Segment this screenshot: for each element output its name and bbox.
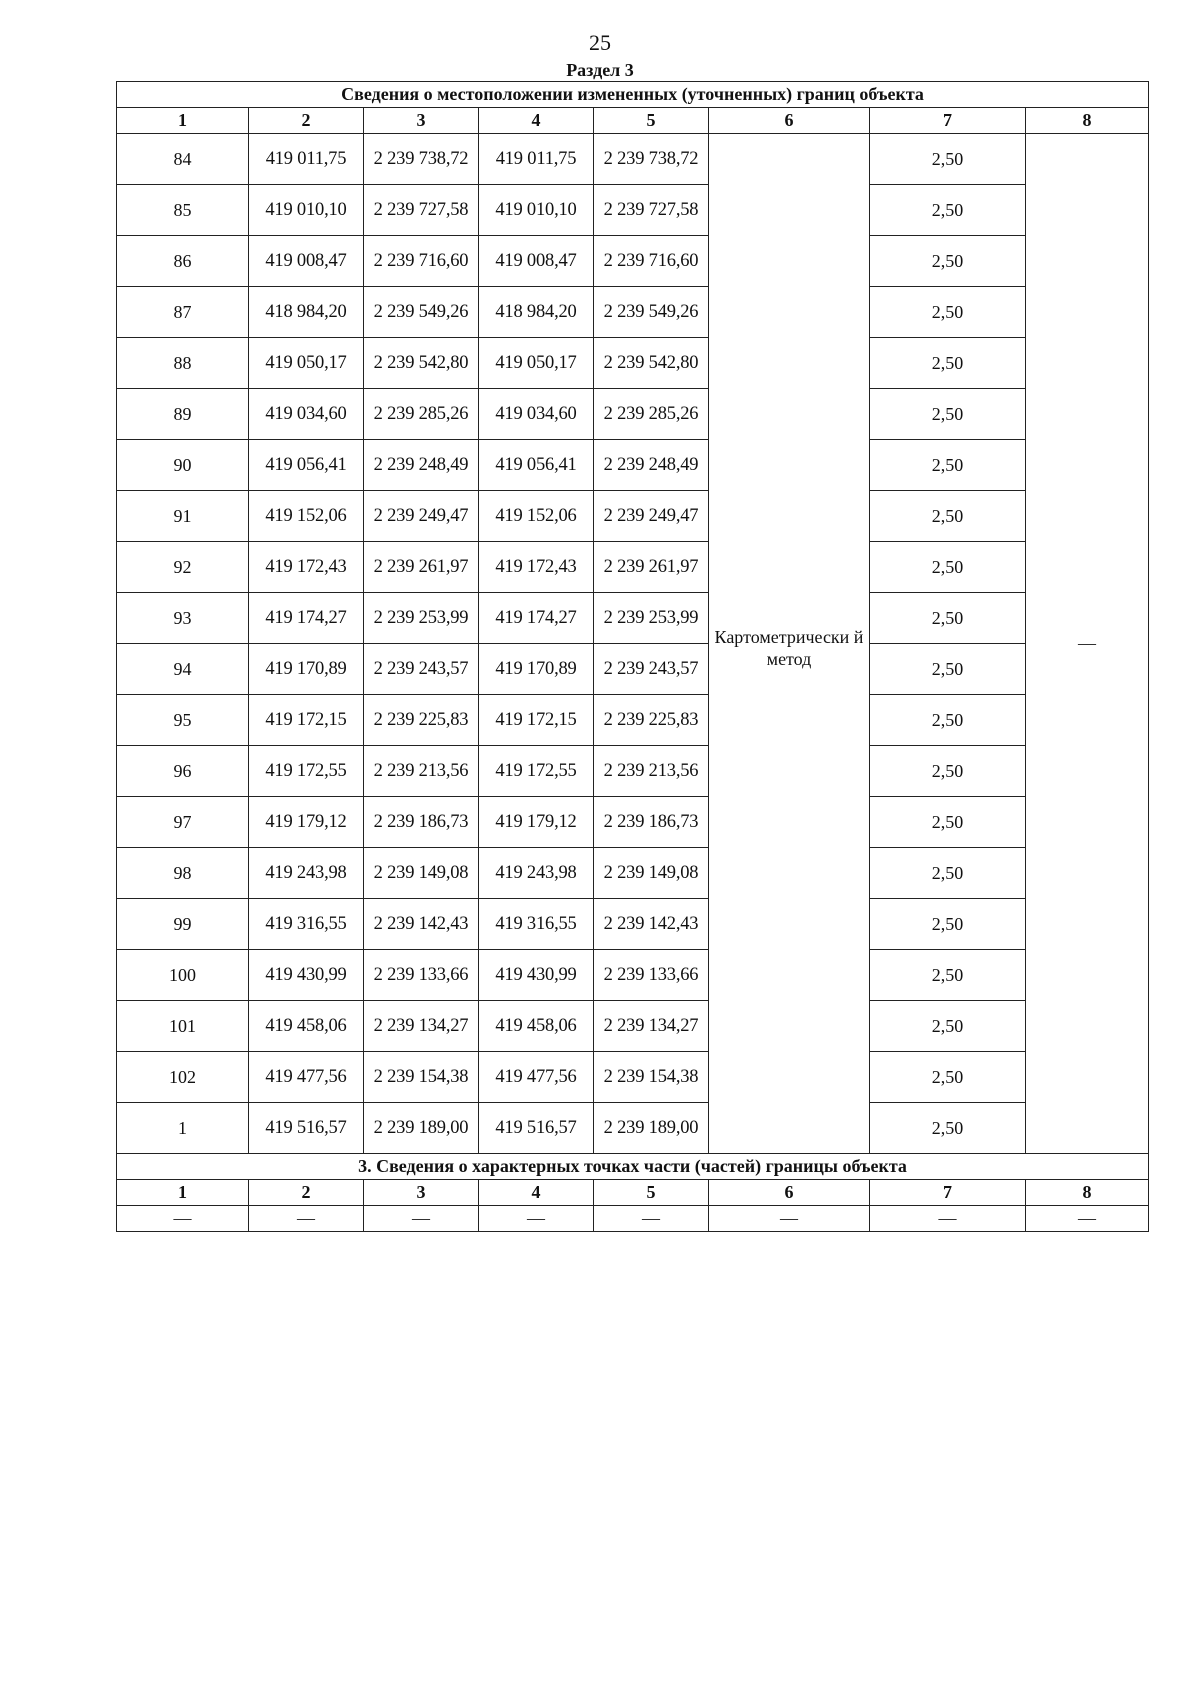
table-cell: 84 bbox=[117, 134, 249, 185]
table-cell: 2 239 142,43 bbox=[594, 899, 709, 950]
table-cell: 419 172,15 bbox=[249, 695, 364, 746]
table-cell: 419 243,98 bbox=[479, 848, 594, 899]
subsection-cell: — bbox=[870, 1206, 1026, 1232]
table-row bbox=[117, 134, 1149, 185]
table-cell: 2 239 189,00 bbox=[364, 1103, 479, 1154]
table-cell: 419 179,12 bbox=[479, 797, 594, 848]
table-cell: 419 174,27 bbox=[479, 593, 594, 644]
table-cell: 2 239 716,60 bbox=[364, 236, 479, 287]
table-cell: 95 bbox=[117, 695, 249, 746]
table-cell: 419 034,60 bbox=[249, 389, 364, 440]
table-cell: 419 477,56 bbox=[479, 1052, 594, 1103]
table-cell: 86 bbox=[117, 236, 249, 287]
table-cell: 2 239 213,56 bbox=[364, 746, 479, 797]
subsection-cell: — bbox=[249, 1206, 364, 1232]
table-cell: 419 050,17 bbox=[249, 338, 364, 389]
column-header-row bbox=[117, 108, 1149, 134]
table-cell: 2 239 213,56 bbox=[594, 746, 709, 797]
table-cell: 419 170,89 bbox=[249, 644, 364, 695]
subsection-header: 2 bbox=[249, 1180, 364, 1206]
table-cell: 2 239 253,99 bbox=[364, 593, 479, 644]
table-cell: 2 239 134,27 bbox=[594, 1001, 709, 1052]
table-cell: 2 239 249,47 bbox=[594, 491, 709, 542]
table-cell: 2 239 189,00 bbox=[594, 1103, 709, 1154]
table-row bbox=[117, 644, 1149, 695]
subsection-header: 8 bbox=[1026, 1180, 1149, 1206]
table-cell: 1 bbox=[117, 1103, 249, 1154]
table-row bbox=[117, 1001, 1149, 1052]
table-cell: 100 bbox=[117, 950, 249, 1001]
table-cell: 419 172,43 bbox=[249, 542, 364, 593]
subsection-header: 3 bbox=[364, 1180, 479, 1206]
column-header: 1 bbox=[117, 108, 249, 134]
table-cell: 2 239 154,38 bbox=[364, 1052, 479, 1103]
table-title: Сведения о местоположении измененных (уточненных) границ объекта bbox=[117, 82, 1149, 108]
table-row bbox=[117, 440, 1149, 491]
table-cell: 2 239 243,57 bbox=[594, 644, 709, 695]
table-cell: 96 bbox=[117, 746, 249, 797]
subsection-header-row bbox=[117, 1180, 1149, 1206]
table-cell: 419 056,41 bbox=[479, 440, 594, 491]
table-cell: 2 239 154,38 bbox=[594, 1052, 709, 1103]
table-cell: 419 152,06 bbox=[479, 491, 594, 542]
precision-cell: 2,50 bbox=[870, 644, 1026, 695]
table-cell: 418 984,20 bbox=[479, 287, 594, 338]
table-cell: 419 010,10 bbox=[479, 185, 594, 236]
precision-cell: 2,50 bbox=[870, 797, 1026, 848]
column-header: 6 bbox=[709, 108, 870, 134]
table-row bbox=[117, 185, 1149, 236]
table-cell: 88 bbox=[117, 338, 249, 389]
table-cell: 2 239 225,83 bbox=[594, 695, 709, 746]
subsection-cell: — bbox=[1026, 1206, 1149, 1232]
table-row bbox=[117, 542, 1149, 593]
table-cell: 419 152,06 bbox=[249, 491, 364, 542]
subsection-title-row bbox=[117, 1154, 1149, 1180]
precision-cell: 2,50 bbox=[870, 899, 1026, 950]
table-row bbox=[117, 695, 1149, 746]
table-row bbox=[117, 1103, 1149, 1154]
table-cell: 2 239 261,97 bbox=[364, 542, 479, 593]
table-cell: 419 179,12 bbox=[249, 797, 364, 848]
section-title: Раздел 3 bbox=[566, 60, 634, 80]
table-cell: 90 bbox=[117, 440, 249, 491]
subsection-cell: — bbox=[594, 1206, 709, 1232]
table-cell: 419 050,17 bbox=[479, 338, 594, 389]
table-cell: 2 239 133,66 bbox=[594, 950, 709, 1001]
table-cell: 419 172,43 bbox=[479, 542, 594, 593]
table-cell: 419 034,60 bbox=[479, 389, 594, 440]
table-cell: 419 243,98 bbox=[249, 848, 364, 899]
precision-cell: 2,50 bbox=[870, 695, 1026, 746]
table-cell: 419 011,75 bbox=[479, 134, 594, 185]
table-cell: 2 239 738,72 bbox=[364, 134, 479, 185]
column-header: 2 bbox=[249, 108, 364, 134]
subsection-header: 1 bbox=[117, 1180, 249, 1206]
subsection-title: 3. Сведения о характерных точках части (частей) границы объекта bbox=[117, 1154, 1149, 1180]
table-row bbox=[117, 848, 1149, 899]
table-cell: 2 239 727,58 bbox=[594, 185, 709, 236]
table-cell: 419 430,99 bbox=[479, 950, 594, 1001]
subsection-row bbox=[117, 1206, 1149, 1232]
table-cell: 419 008,47 bbox=[249, 236, 364, 287]
table-cell: 419 172,55 bbox=[479, 746, 594, 797]
table-cell: 89 bbox=[117, 389, 249, 440]
table-row bbox=[117, 236, 1149, 287]
subsection-cell: — bbox=[479, 1206, 594, 1232]
precision-cell: 2,50 bbox=[870, 593, 1026, 644]
subsection-cell: — bbox=[709, 1206, 870, 1232]
table-cell: 2 239 186,73 bbox=[594, 797, 709, 848]
subsection-header: 7 bbox=[870, 1180, 1026, 1206]
table-row bbox=[117, 491, 1149, 542]
precision-cell: 2,50 bbox=[870, 542, 1026, 593]
table-cell: 418 984,20 bbox=[249, 287, 364, 338]
subsection-cell: — bbox=[117, 1206, 249, 1232]
table-cell: 2 239 249,47 bbox=[364, 491, 479, 542]
column-header: 7 bbox=[870, 108, 1026, 134]
precision-cell: 2,50 bbox=[870, 440, 1026, 491]
table-cell: 2 239 549,26 bbox=[594, 287, 709, 338]
column-header: 3 bbox=[364, 108, 479, 134]
table-cell: 2 239 225,83 bbox=[364, 695, 479, 746]
column-header: 5 bbox=[594, 108, 709, 134]
precision-cell: 2,50 bbox=[870, 338, 1026, 389]
precision-cell: 2,50 bbox=[870, 746, 1026, 797]
precision-cell: 2,50 bbox=[870, 1052, 1026, 1103]
column-header: 8 bbox=[1026, 108, 1149, 134]
column-header: 4 bbox=[479, 108, 594, 134]
precision-cell: 2,50 bbox=[870, 1001, 1026, 1052]
method-cell: Картометрически й метод bbox=[709, 134, 870, 1154]
precision-cell: 2,50 bbox=[870, 491, 1026, 542]
table-row bbox=[117, 899, 1149, 950]
table-cell: 419 056,41 bbox=[249, 440, 364, 491]
table-cell: 2 239 261,97 bbox=[594, 542, 709, 593]
table-row bbox=[117, 950, 1149, 1001]
table-cell: 2 239 542,80 bbox=[364, 338, 479, 389]
table-row bbox=[117, 389, 1149, 440]
table-cell: 2 239 716,60 bbox=[594, 236, 709, 287]
table-cell: 2 239 285,26 bbox=[364, 389, 479, 440]
table-cell: 2 239 248,49 bbox=[594, 440, 709, 491]
table-cell: 419 008,47 bbox=[479, 236, 594, 287]
table-body bbox=[117, 82, 1149, 1232]
table-cell: 2 239 142,43 bbox=[364, 899, 479, 950]
subsection-header: 5 bbox=[594, 1180, 709, 1206]
table-cell: 419 516,57 bbox=[249, 1103, 364, 1154]
table-cell: 419 011,75 bbox=[249, 134, 364, 185]
table-cell: 419 172,15 bbox=[479, 695, 594, 746]
table-cell: 2 239 542,80 bbox=[594, 338, 709, 389]
table-cell: 419 516,57 bbox=[479, 1103, 594, 1154]
table-cell: 98 bbox=[117, 848, 249, 899]
table-cell: 419 458,06 bbox=[479, 1001, 594, 1052]
table-cell: 85 bbox=[117, 185, 249, 236]
table-cell: 419 174,27 bbox=[249, 593, 364, 644]
table-cell: 2 239 738,72 bbox=[594, 134, 709, 185]
table-row bbox=[117, 338, 1149, 389]
precision-cell: 2,50 bbox=[870, 1103, 1026, 1154]
table-cell: 2 239 149,08 bbox=[594, 848, 709, 899]
table-cell: 2 239 133,66 bbox=[364, 950, 479, 1001]
table-cell: 99 bbox=[117, 899, 249, 950]
boundary-table bbox=[116, 81, 1149, 1232]
table-row bbox=[117, 1052, 1149, 1103]
table-row bbox=[117, 797, 1149, 848]
table-cell: 93 bbox=[117, 593, 249, 644]
precision-cell: 2,50 bbox=[870, 848, 1026, 899]
table-cell: 102 bbox=[117, 1052, 249, 1103]
table-cell: 2 239 149,08 bbox=[364, 848, 479, 899]
precision-cell: 2,50 bbox=[870, 389, 1026, 440]
table-cell: 2 239 243,57 bbox=[364, 644, 479, 695]
table-cell: 419 316,55 bbox=[479, 899, 594, 950]
table-cell: 419 430,99 bbox=[249, 950, 364, 1001]
subsection-header: 6 bbox=[709, 1180, 870, 1206]
table-cell: 419 477,56 bbox=[249, 1052, 364, 1103]
column8-cell: — bbox=[1026, 134, 1149, 1154]
subsection-cell: — bbox=[364, 1206, 479, 1232]
precision-cell: 2,50 bbox=[870, 236, 1026, 287]
table-cell: 419 458,06 bbox=[249, 1001, 364, 1052]
table-cell: 2 239 549,26 bbox=[364, 287, 479, 338]
table-cell: 2 239 186,73 bbox=[364, 797, 479, 848]
table-cell: 101 bbox=[117, 1001, 249, 1052]
table-cell: 92 bbox=[117, 542, 249, 593]
table-cell: 2 239 253,99 bbox=[594, 593, 709, 644]
table-cell: 2 239 134,27 bbox=[364, 1001, 479, 1052]
page-number: 25 bbox=[589, 30, 611, 55]
precision-cell: 2,50 bbox=[870, 185, 1026, 236]
table-cell: 2 239 285,26 bbox=[594, 389, 709, 440]
table-cell: 97 bbox=[117, 797, 249, 848]
table-cell: 91 bbox=[117, 491, 249, 542]
table-title-row bbox=[117, 82, 1149, 108]
precision-cell: 2,50 bbox=[870, 287, 1026, 338]
table-cell: 2 239 248,49 bbox=[364, 440, 479, 491]
table-cell: 87 bbox=[117, 287, 249, 338]
table-cell: 2 239 727,58 bbox=[364, 185, 479, 236]
table-row bbox=[117, 287, 1149, 338]
subsection-header: 4 bbox=[479, 1180, 594, 1206]
table-row bbox=[117, 593, 1149, 644]
table-row bbox=[117, 746, 1149, 797]
table-cell: 419 170,89 bbox=[479, 644, 594, 695]
table-cell: 94 bbox=[117, 644, 249, 695]
precision-cell: 2,50 bbox=[870, 134, 1026, 185]
precision-cell: 2,50 bbox=[870, 950, 1026, 1001]
table-cell: 419 010,10 bbox=[249, 185, 364, 236]
table-cell: 419 316,55 bbox=[249, 899, 364, 950]
table-cell: 419 172,55 bbox=[249, 746, 364, 797]
